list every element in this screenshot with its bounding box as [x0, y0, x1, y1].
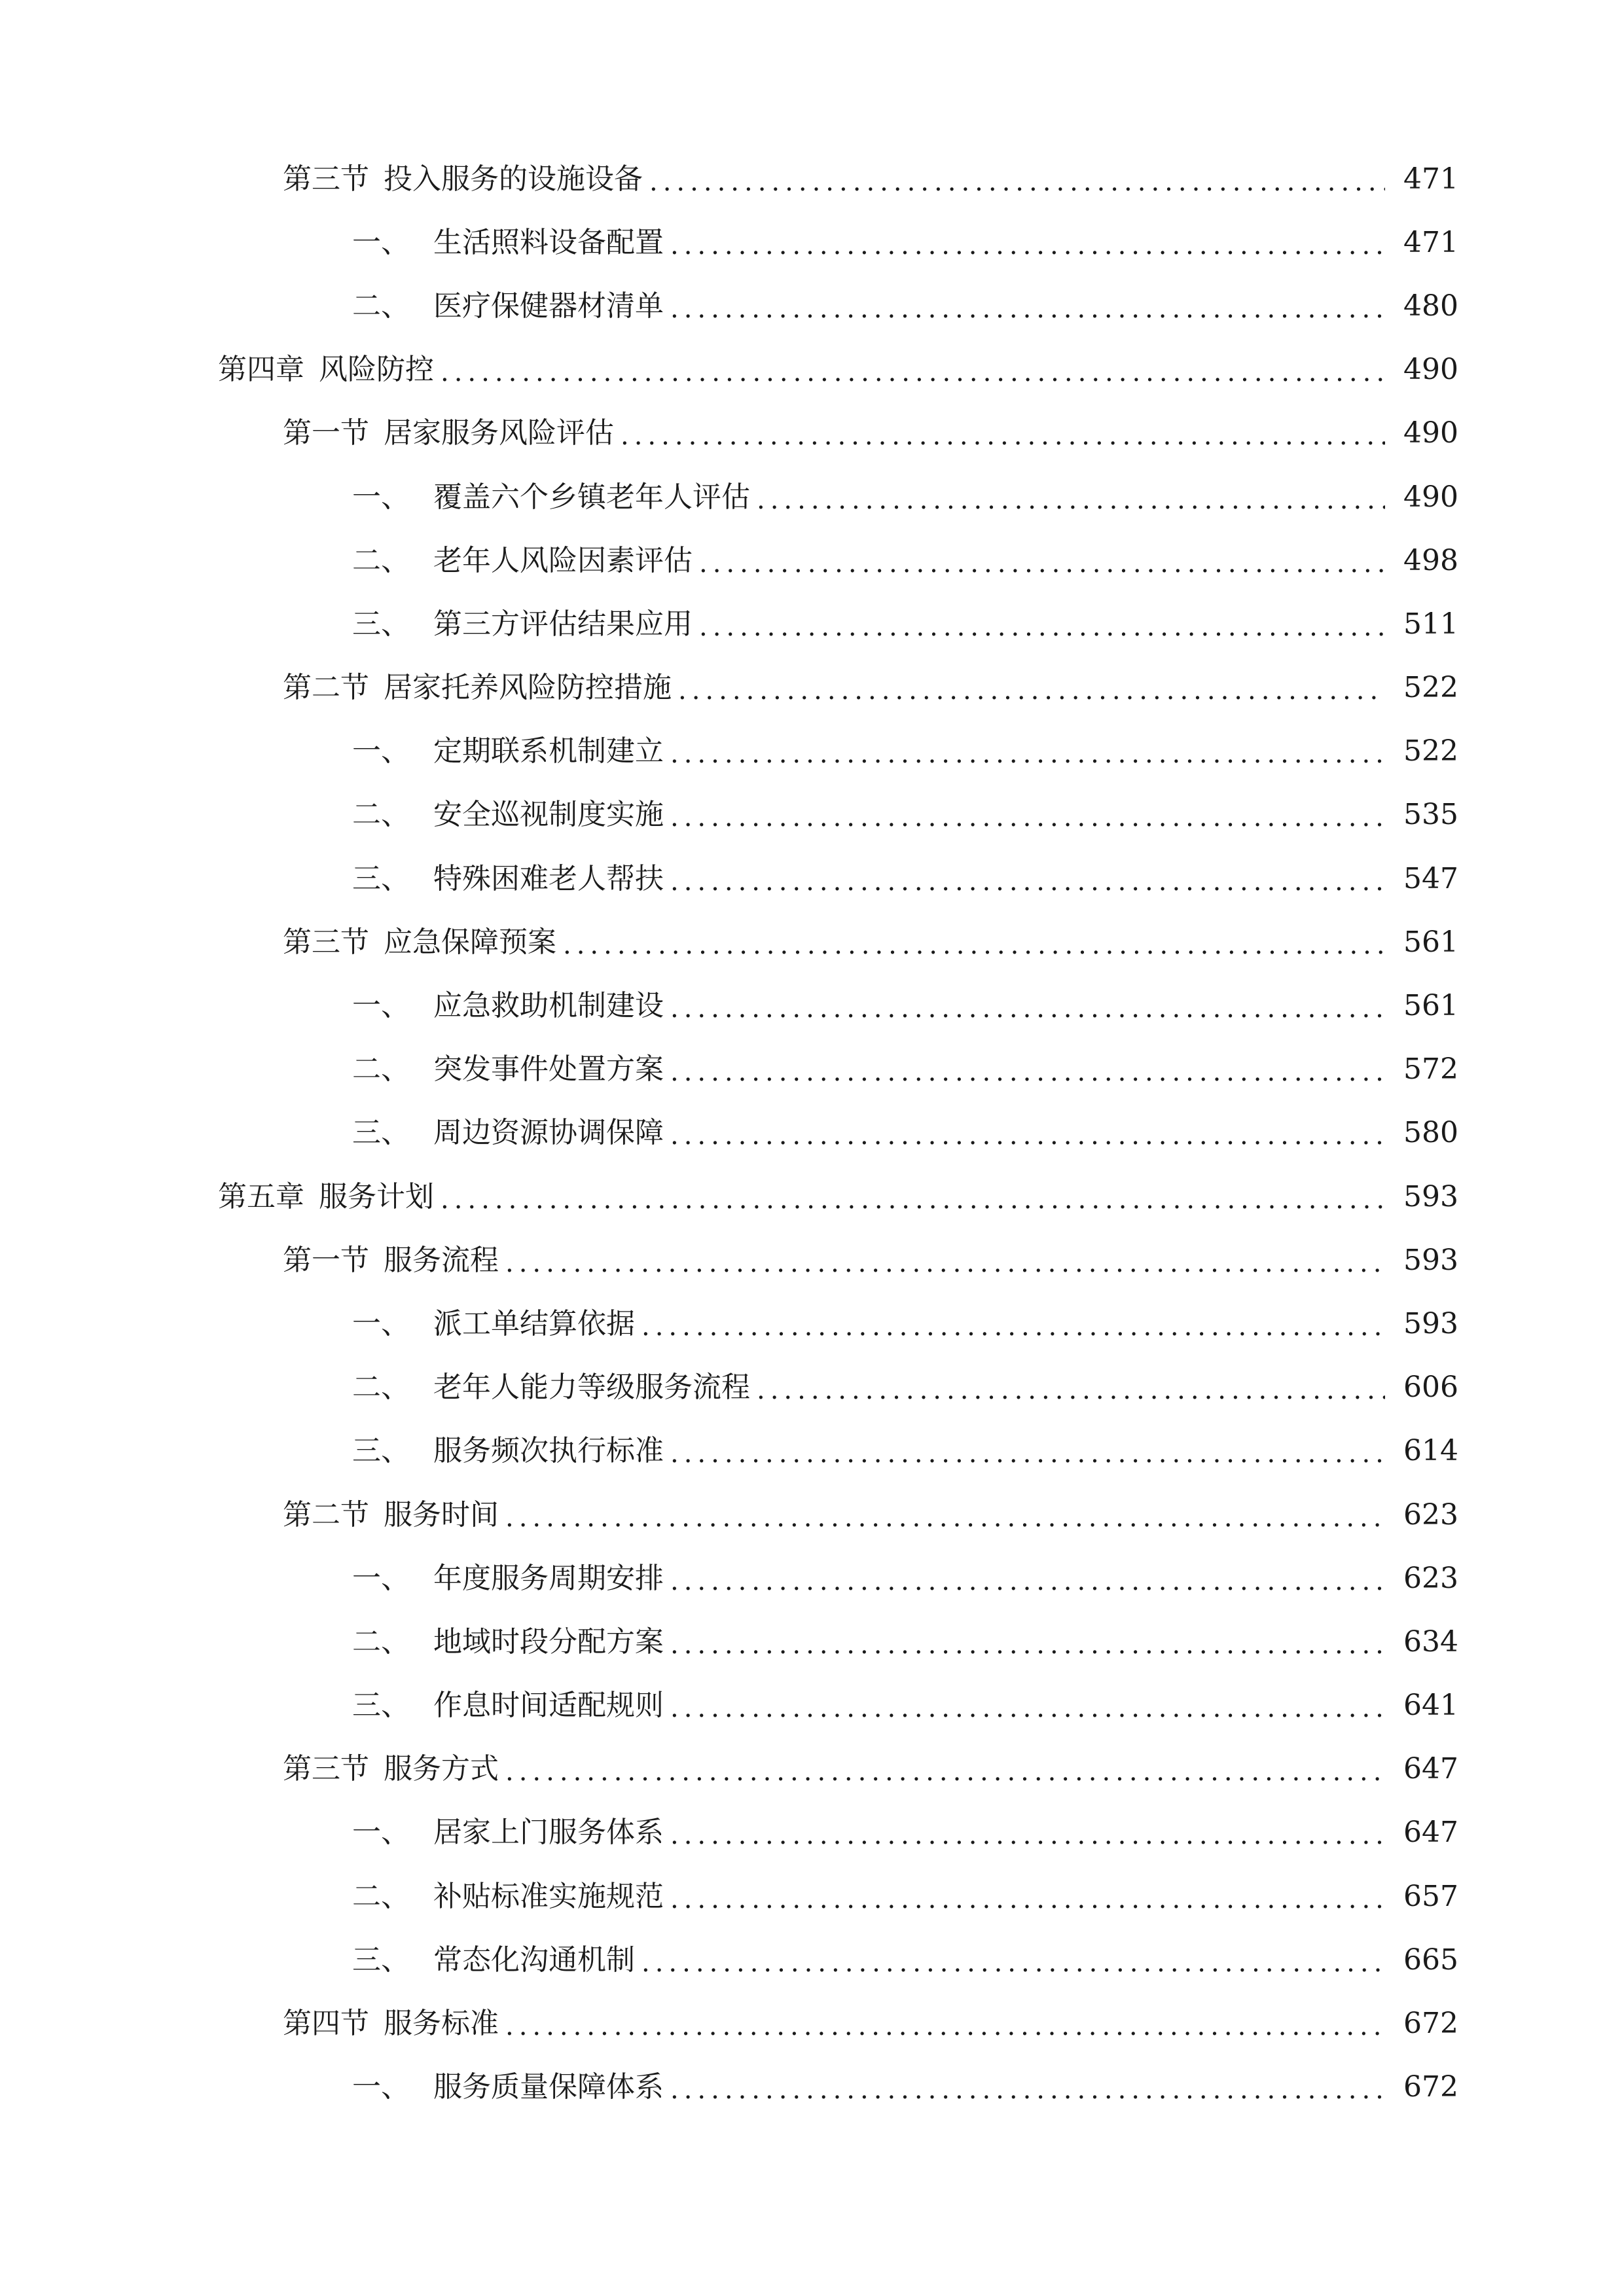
- dot-leader: [670, 996, 1385, 1022]
- toc-entry-page-number: 522: [1403, 671, 1458, 705]
- toc-entry-page-number: 614: [1403, 1434, 1458, 1468]
- toc-entry[interactable]: [0, 1356, 1624, 1420]
- toc-entry-page-number: 490: [1403, 353, 1458, 387]
- toc-entry-title: 安全巡视制度实施: [433, 798, 664, 832]
- toc-entry-page-number: 665: [1403, 1943, 1458, 1977]
- toc-entry-page-number: 561: [1403, 925, 1458, 959]
- toc-entry-number: 第五章: [218, 1179, 304, 1213]
- toc-entry[interactable]: [0, 1928, 1624, 1992]
- toc-entry-page-number: 490: [1403, 416, 1458, 450]
- toc-entry-title: 服务质量保障体系: [433, 2070, 664, 2104]
- toc-entry-page-number: 593: [1403, 1179, 1458, 1213]
- toc-entry[interactable]: [0, 1674, 1624, 1738]
- toc-entry-number: 第一节: [283, 416, 369, 450]
- toc-entry-title: 派工单结算依据: [433, 1306, 635, 1340]
- toc-entry-page-number: 547: [1403, 861, 1458, 895]
- toc-entry[interactable]: [0, 274, 1624, 338]
- toc-entry-title: 服务标准: [384, 2007, 499, 2041]
- toc-entry-title: 医疗保健器材清单: [433, 289, 664, 323]
- toc-entry[interactable]: [0, 1992, 1624, 2055]
- dot-leader: [641, 1314, 1385, 1340]
- toc-entry-title: 常态化沟通机制: [433, 1943, 635, 1977]
- dot-leader: [670, 1059, 1385, 1085]
- toc-entry[interactable]: [0, 338, 1624, 402]
- toc-entry-title: 覆盖六个乡镇老年人评估: [433, 480, 750, 514]
- toc-entry-number: 第二节: [283, 671, 369, 705]
- dot-leader: [678, 677, 1385, 704]
- toc-entry-title: 投入服务的设施设备: [384, 162, 643, 196]
- toc-entry[interactable]: [0, 1420, 1624, 1483]
- toc-entry-number: 一、: [352, 1306, 410, 1340]
- toc-entry-title: 周边资源协调保障: [433, 1116, 664, 1150]
- dot-leader: [670, 804, 1385, 831]
- dot-leader: [621, 423, 1385, 449]
- dot-leader: [670, 1822, 1385, 1848]
- dot-leader: [670, 1632, 1385, 1658]
- toc-entry-title: 生活照料设备配置: [433, 225, 664, 259]
- dot-leader: [757, 1377, 1385, 1403]
- toc-entry-number: 二、: [352, 798, 410, 832]
- toc-entry-page-number: 672: [1403, 2070, 1458, 2104]
- toc-entry[interactable]: [0, 974, 1624, 1037]
- toc-entry-page-number: 657: [1403, 1879, 1458, 1913]
- dot-leader: [699, 614, 1385, 640]
- toc-entry-page-number: 634: [1403, 1624, 1458, 1659]
- dot-leader: [670, 1122, 1385, 1149]
- toc-entry-page-number: 498: [1403, 543, 1458, 577]
- toc-entry-title: 补贴标准实施规范: [433, 1879, 664, 1913]
- toc-entry-title: 作息时间适配规则: [433, 1689, 664, 1723]
- toc-entry[interactable]: [0, 1102, 1624, 1165]
- dot-leader: [670, 1886, 1385, 1912]
- toc-entry[interactable]: [0, 1038, 1624, 1102]
- toc-entry-number: 二、: [352, 1624, 410, 1659]
- dot-leader: [670, 1568, 1385, 1594]
- toc-entry-number: 第三节: [283, 925, 369, 959]
- toc-entry-page-number: 511: [1403, 607, 1458, 641]
- toc-entry-page-number: 606: [1403, 1371, 1458, 1405]
- dot-leader: [670, 2077, 1385, 2103]
- toc-entry-number: 第三节: [283, 1752, 369, 1786]
- dot-leader: [699, 550, 1385, 577]
- toc-entry-page-number: 522: [1403, 734, 1458, 768]
- toc-entry-number: 一、: [352, 1561, 410, 1595]
- toc-entry-page-number: 471: [1403, 162, 1458, 196]
- toc-entry[interactable]: [0, 147, 1624, 211]
- toc-entry-title: 特殊困难老人帮扶: [433, 861, 664, 895]
- toc-entry-number: 三、: [352, 607, 410, 641]
- toc-entry-title: 服务方式: [384, 1752, 499, 1786]
- dot-leader: [670, 1441, 1385, 1467]
- toc-entry[interactable]: [0, 1229, 1624, 1292]
- toc-entry-number: 二、: [352, 1371, 410, 1405]
- dot-leader: [505, 1505, 1385, 1531]
- dot-leader: [670, 869, 1385, 895]
- dot-leader: [505, 1759, 1385, 1785]
- dot-leader: [649, 169, 1385, 195]
- toc-entry[interactable]: [0, 529, 1624, 592]
- toc-entry[interactable]: [0, 1292, 1624, 1355]
- toc-entry[interactable]: [0, 1610, 1624, 1674]
- toc-entry-number: 三、: [352, 1689, 410, 1723]
- toc-entry-number: 三、: [352, 1943, 410, 1977]
- toc-entry-page-number: 572: [1403, 1052, 1458, 1086]
- toc-entry-number: 二、: [352, 289, 410, 323]
- toc-entry-title: 第三方评估结果应用: [433, 607, 693, 641]
- toc-entry-number: 二、: [352, 1879, 410, 1913]
- dot-leader: [670, 296, 1385, 322]
- toc-entry-page-number: 647: [1403, 1816, 1458, 1850]
- toc-entry-page-number: 490: [1403, 480, 1458, 514]
- toc-entry-number: 一、: [352, 734, 410, 768]
- dot-leader: [441, 1187, 1385, 1213]
- toc-entry-title: 应急保障预案: [384, 925, 556, 959]
- toc-entry-title: 应急救助机制建设: [433, 989, 664, 1023]
- toc-entry-title: 定期联系机制建立: [433, 734, 664, 768]
- toc-entry-number: 第四节: [283, 2007, 369, 2041]
- toc-entry[interactable]: [0, 1801, 1624, 1865]
- dot-leader: [563, 932, 1385, 958]
- toc-entry-title: 突发事件处置方案: [433, 1052, 664, 1086]
- toc-entry-number: 一、: [352, 2070, 410, 2104]
- toc-entry-page-number: 623: [1403, 1561, 1458, 1595]
- toc-entry-page-number: 535: [1403, 798, 1458, 832]
- toc-entry-page-number: 480: [1403, 289, 1458, 323]
- toc-entry-title: 风险防控: [319, 353, 434, 387]
- toc-entry[interactable]: [0, 592, 1624, 656]
- toc-entry[interactable]: [0, 720, 1624, 783]
- toc-entry[interactable]: [0, 1165, 1624, 1229]
- toc-entry-number: 一、: [352, 989, 410, 1023]
- toc-entry-page-number: 580: [1403, 1116, 1458, 1150]
- toc-entry[interactable]: [0, 1865, 1624, 1928]
- toc-entry[interactable]: [0, 402, 1624, 465]
- toc-entry[interactable]: [0, 656, 1624, 720]
- toc-entry-title: 服务流程: [384, 1243, 499, 1277]
- toc-entry[interactable]: [0, 465, 1624, 529]
- toc-entry-page-number: 593: [1403, 1306, 1458, 1340]
- toc-entry-page-number: 561: [1403, 989, 1458, 1023]
- toc-entry-title: 服务计划: [319, 1179, 434, 1213]
- toc-entry-number: 三、: [352, 861, 410, 895]
- toc-entry-page-number: 593: [1403, 1243, 1458, 1277]
- toc-entry-number: 三、: [352, 1116, 410, 1150]
- table-of-contents: [0, 147, 1624, 2119]
- toc-entry-title: 居家服务风险评估: [384, 416, 614, 450]
- toc-entry[interactable]: [0, 1547, 1624, 1610]
- dot-leader: [441, 359, 1385, 386]
- dot-leader: [757, 487, 1385, 513]
- dot-leader: [670, 741, 1385, 767]
- toc-entry-number: 第一节: [283, 1243, 369, 1277]
- toc-entry-title: 老年人风险因素评估: [433, 543, 693, 577]
- toc-entry-page-number: 641: [1403, 1689, 1458, 1723]
- dot-leader: [641, 1950, 1385, 1976]
- toc-entry-title: 年度服务周期安排: [433, 1561, 664, 1595]
- dot-leader: [505, 1250, 1385, 1276]
- toc-entry-number: 一、: [352, 480, 410, 514]
- toc-entry-number: 一、: [352, 225, 410, 259]
- toc-entry-number: 三、: [352, 1434, 410, 1468]
- toc-entry-title: 老年人能力等级服务流程: [433, 1371, 750, 1405]
- toc-entry[interactable]: [0, 1738, 1624, 1801]
- toc-entry-page-number: 623: [1403, 1498, 1458, 1532]
- toc-entry[interactable]: [0, 2056, 1624, 2119]
- toc-entry-title: 地域时段分配方案: [433, 1624, 664, 1659]
- toc-entry-number: 第二节: [283, 1498, 369, 1532]
- toc-entry-number: 第三节: [283, 162, 369, 196]
- toc-entry-page-number: 471: [1403, 225, 1458, 259]
- toc-entry[interactable]: [0, 1483, 1624, 1547]
- toc-entry-title: 服务时间: [384, 1498, 499, 1532]
- dot-leader: [670, 1695, 1385, 1721]
- toc-entry-title: 居家托养风险防控措施: [384, 671, 672, 705]
- toc-entry[interactable]: [0, 783, 1624, 847]
- toc-entry-page-number: 647: [1403, 1752, 1458, 1786]
- toc-entry-title: 服务频次执行标准: [433, 1434, 664, 1468]
- toc-entry[interactable]: [0, 910, 1624, 974]
- toc-entry-number: 第四章: [218, 353, 304, 387]
- toc-entry-title: 居家上门服务体系: [433, 1816, 664, 1850]
- toc-entry-number: 二、: [352, 543, 410, 577]
- toc-entry[interactable]: [0, 211, 1624, 274]
- toc-entry-number: 一、: [352, 1816, 410, 1850]
- dot-leader: [505, 2013, 1385, 2039]
- toc-entry[interactable]: [0, 847, 1624, 910]
- dot-leader: [670, 232, 1385, 259]
- toc-entry-page-number: 672: [1403, 2007, 1458, 2041]
- toc-entry-number: 二、: [352, 1052, 410, 1086]
